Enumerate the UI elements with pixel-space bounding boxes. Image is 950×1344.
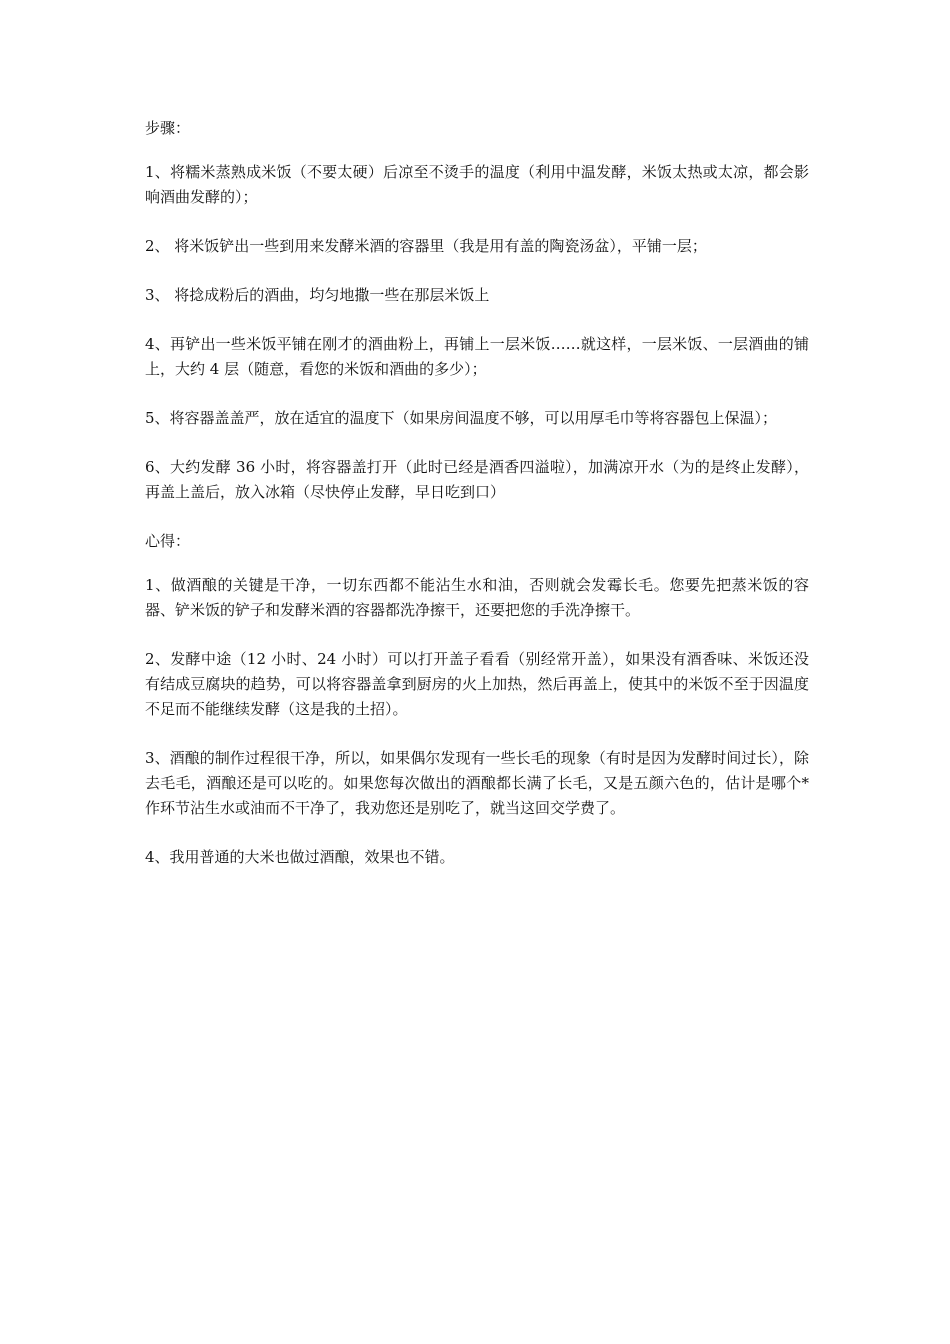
tip-item: 3、酒酿的制作过程很干净，所以，如果偶尔发现有一些长毛的现象（有时是因为发酵时间过长），除去毛毛，酒酿还是可以吃的。如果您每次做出的酒酿都长满了长毛，又是五颜六色的，估计是哪个*作环节沾生水或油而不干净了，我劝您还是别吃了，就当这回交学费了。 xyxy=(145,749,809,817)
step-item: 2、 将米饭铲出一些到用来发酵米酒的容器里（我是用有盖的陶瓷汤盆），平铺一层； xyxy=(145,237,707,255)
step-item: 1、将糯米蒸熟成米饭（不要太硬）后凉至不烫手的温度（利用中温发酵，米饭太热或太凉，都会影响酒曲发酵的）； xyxy=(145,163,809,206)
step-item: 6、大约发酵 36 小时，将容器盖打开（此时已经是酒香四溢啦），加满凉开水（为的是终止发酵），再盖上盖后，放入冰箱（尽快停止发酵，早日吃到口） xyxy=(145,458,809,501)
document-page xyxy=(145,116,809,894)
steps-heading: 步骤： xyxy=(145,119,191,137)
step-item: 4、再铲出一些米饭平铺在刚才的酒曲粉上，再铺上一层米饭……就这样，一层米饭、一层酒曲的铺上，大约 4 层（随意，看您的米饭和酒曲的多少）； xyxy=(145,335,809,378)
tip-item: 4、我用普通的大米也做过酒酿，效果也不错。 xyxy=(145,848,455,866)
tip-item: 1、做酒酿的关键是干净，一切东西都不能沾生水和油，否则就会发霉长毛。您要先把蒸米饭的容器、铲米饭的铲子和发酵米酒的容器都洗净擦干，还要把您的手洗净擦干。 xyxy=(145,576,809,619)
step-item: 3、 将捻成粉后的酒曲，均匀地撒一些在那层米饭上 xyxy=(145,286,490,304)
step-item: 5、将容器盖盖严，放在适宜的温度下（如果房间温度不够，可以用厚毛巾等将容器包上保温）； xyxy=(145,409,778,427)
tip-item: 2、发酵中途（12 小时、24 小时）可以打开盖子看看（别经常开盖），如果没有酒香味、米饭还没有结成豆腐块的趋势，可以将容器盖拿到厨房的火上加热，然后再盖上，使其中的米饭不至于因温度不足而不能继续发酵（这是我的土招）。 xyxy=(145,650,809,718)
tips-heading: 心得： xyxy=(145,532,191,550)
